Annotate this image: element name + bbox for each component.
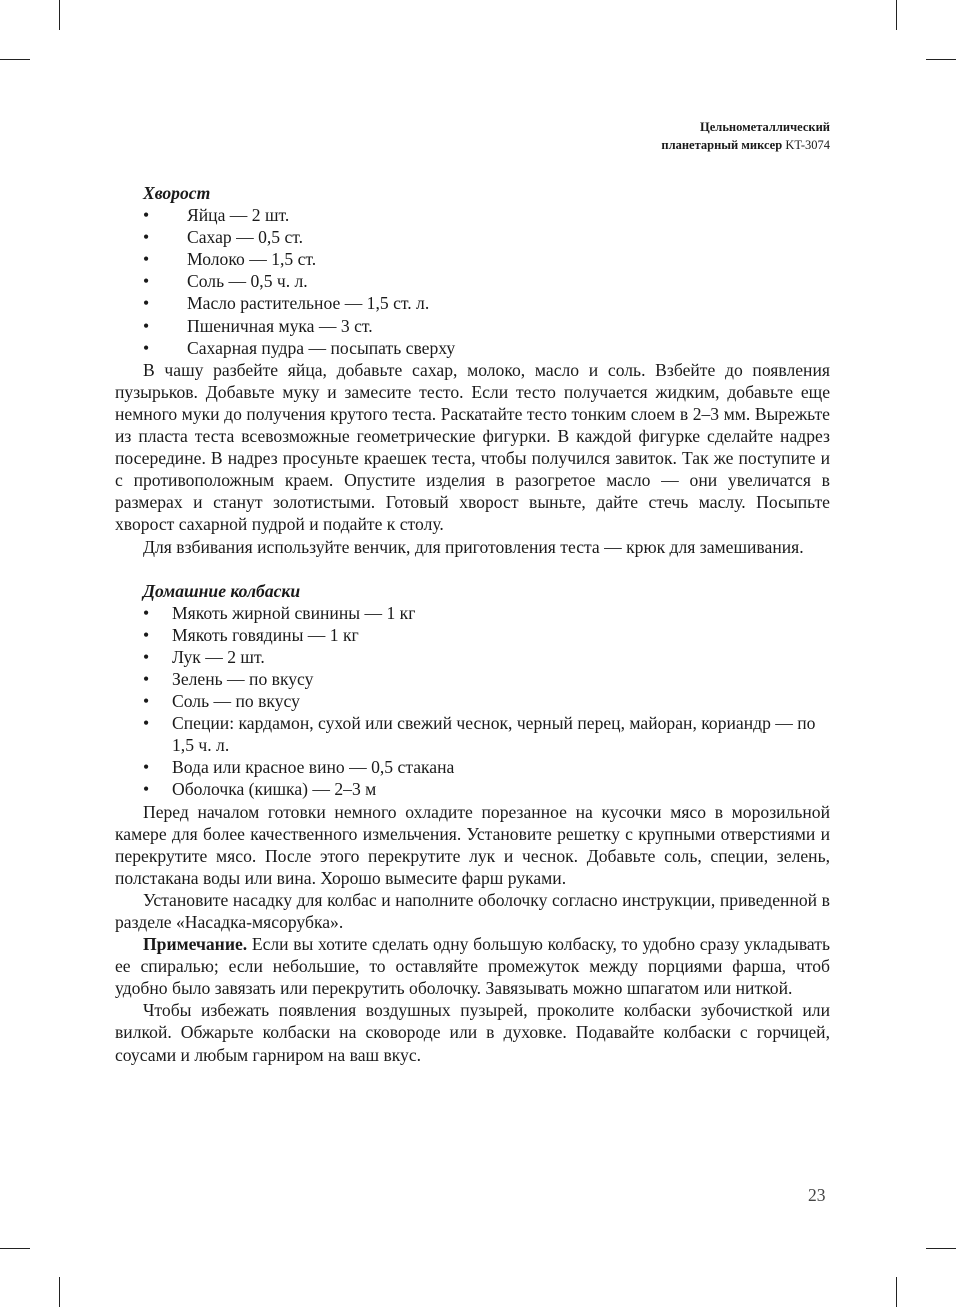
- ingredient-text: Зелень — по вкусу: [172, 668, 314, 689]
- crop-mark: [896, 1277, 897, 1307]
- crop-mark: [0, 59, 30, 60]
- list-item: [115, 690, 830, 712]
- bullet: •: [143, 691, 150, 712]
- bullet: •: [143, 646, 150, 667]
- ingredient-text: Оболочка (кишка) — 2–3 м: [172, 779, 377, 800]
- bullet: •: [143, 205, 150, 226]
- header-model: KT-3074: [785, 138, 830, 152]
- paragraph: В чашу разбейте яйца, добавьте сахар, молоко, масло и соль. Взбейте до появления пузырьков. Добавьте муку и замесите тесто. Если тесто получается жидким, добавьте еще немного муки до получения крутого теста. Раскатайте тесто тонким слоем в 2–3 мм. Вырежьте из пласта теста всевозможные геометрические фигурки. В каждой фигурке сделайте надрез посередине. В надрез просуньте краешек теста, чтобы получился завиток. Так же поступите и с противоположным краем. Опустите изделия в разогретое масло — они увеличатся в размерах и станут золотистыми. Готовый хворост выньте, дайте стечь маслу. Посыпьте хворост сахарной пудрой и подайте к столу.: [115, 359, 830, 535]
- ingredient-text: Масло растительное — 1,5 ст. л.: [187, 293, 430, 314]
- bullet: •: [143, 293, 150, 314]
- ingredient-list: [115, 204, 830, 359]
- bullet: •: [143, 602, 150, 623]
- list-item: [115, 646, 830, 668]
- bullet: •: [143, 713, 150, 734]
- bullet: •: [143, 249, 150, 270]
- ingredient-text: Лук — 2 шт.: [172, 646, 265, 667]
- crop-mark: [59, 1277, 60, 1307]
- list-item: [115, 315, 830, 337]
- ingredient-text: Сахар — 0,5 ст.: [187, 227, 304, 248]
- recipe-title: Хворост: [143, 183, 211, 203]
- crop-mark: [926, 59, 956, 60]
- bullet: •: [143, 757, 150, 778]
- bullet: •: [143, 271, 150, 292]
- ingredient-text: Специи: кардамон, сухой или свежий чеснок, черный перец, майоран, кориандр — по 1,5 ч. л.: [172, 713, 816, 756]
- paragraph: Для взбивания используйте венчик, для приготовления теста — крюк для замешивания.: [143, 536, 804, 557]
- paragraph: Перед началом готовки немного охладите порезанное на кусочки мясо в морозильной камере для более качественного измельчения. Установите решетку с крупными отверстиями и перекрутите мясо. После этого перекрутите лук и чеснок. Добавьте соль, специи, зелень, полстакана воды или вина. Хорошо вымесите фарш руками.: [115, 801, 830, 888]
- bullet: •: [143, 315, 150, 336]
- page-content: [115, 182, 830, 1066]
- list-item: [115, 270, 830, 292]
- crop-mark: [59, 0, 60, 30]
- crop-mark: [0, 1248, 30, 1249]
- bullet: •: [143, 624, 150, 645]
- ingredient-text: Мякоть жирной свинины — 1 кг: [172, 602, 416, 623]
- list-item: [115, 292, 830, 314]
- ingredient-text: Соль — 0,5 ч. л.: [187, 271, 308, 292]
- running-header: [661, 118, 830, 154]
- recipe-title: Домашние колбаски: [143, 580, 301, 601]
- note-paragraph: [115, 933, 830, 999]
- list-item: [115, 226, 830, 248]
- list-item: [115, 756, 830, 778]
- ingredient-text: Пшеничная мука — 3 ст.: [187, 315, 373, 336]
- header-product: планетарный миксер: [661, 138, 783, 152]
- header-line-2: [661, 136, 830, 154]
- list-item: [115, 712, 830, 756]
- bullet: •: [143, 668, 150, 689]
- section-gap: [115, 558, 830, 580]
- ingredient-text: Яйца — 2 шт.: [187, 205, 290, 226]
- list-item: [115, 778, 830, 800]
- ingredient-text: Соль — по вкусу: [172, 691, 300, 712]
- paragraph: Установите насадку для колбас и наполните оболочку согласно инструкции, приведенной в разделе «Насадка-мясорубка».: [115, 889, 830, 932]
- ingredient-list: [115, 602, 830, 801]
- note-text: Если вы хотите сделать одну большую колбаску, то удобно сразу укладывать ее спиралью; если небольшие, то оставляйте промежуток между порциями фарша, чтоб удобно было завязать или перекрутить оболочку. Завязывать можно шпагатом или ниткой.: [115, 934, 830, 999]
- crop-mark: [896, 0, 897, 30]
- ingredient-text: Молоко — 1,5 ст.: [187, 249, 317, 270]
- ingredient-text: Вода или красное вино — 0,5 стакана: [172, 757, 455, 778]
- note-label: Примечание.: [143, 934, 248, 955]
- list-item: [115, 624, 830, 646]
- bullet: •: [143, 227, 150, 248]
- bullet: •: [143, 337, 150, 358]
- list-item: [115, 337, 830, 359]
- list-item: [115, 668, 830, 690]
- crop-mark: [926, 1248, 956, 1249]
- header-line-1: Цельнометаллический: [700, 120, 830, 134]
- list-item: [115, 248, 830, 270]
- list-item: [115, 602, 830, 624]
- list-item: [115, 204, 830, 226]
- page-number: 23: [808, 1185, 826, 1205]
- ingredient-text: Мякоть говядины — 1 кг: [172, 624, 359, 645]
- ingredient-text: Сахарная пудра — посыпать сверху: [187, 337, 456, 358]
- paragraph: Чтобы избежать появления воздушных пузырей, проколите колбаски зубочисткой или вилкой. Обжарьте колбаски на сковороде или в духовке. Подавайте колбаски с горчицей, соусами и любым гарниром на ваш вкус.: [115, 1000, 830, 1065]
- bullet: •: [143, 779, 150, 800]
